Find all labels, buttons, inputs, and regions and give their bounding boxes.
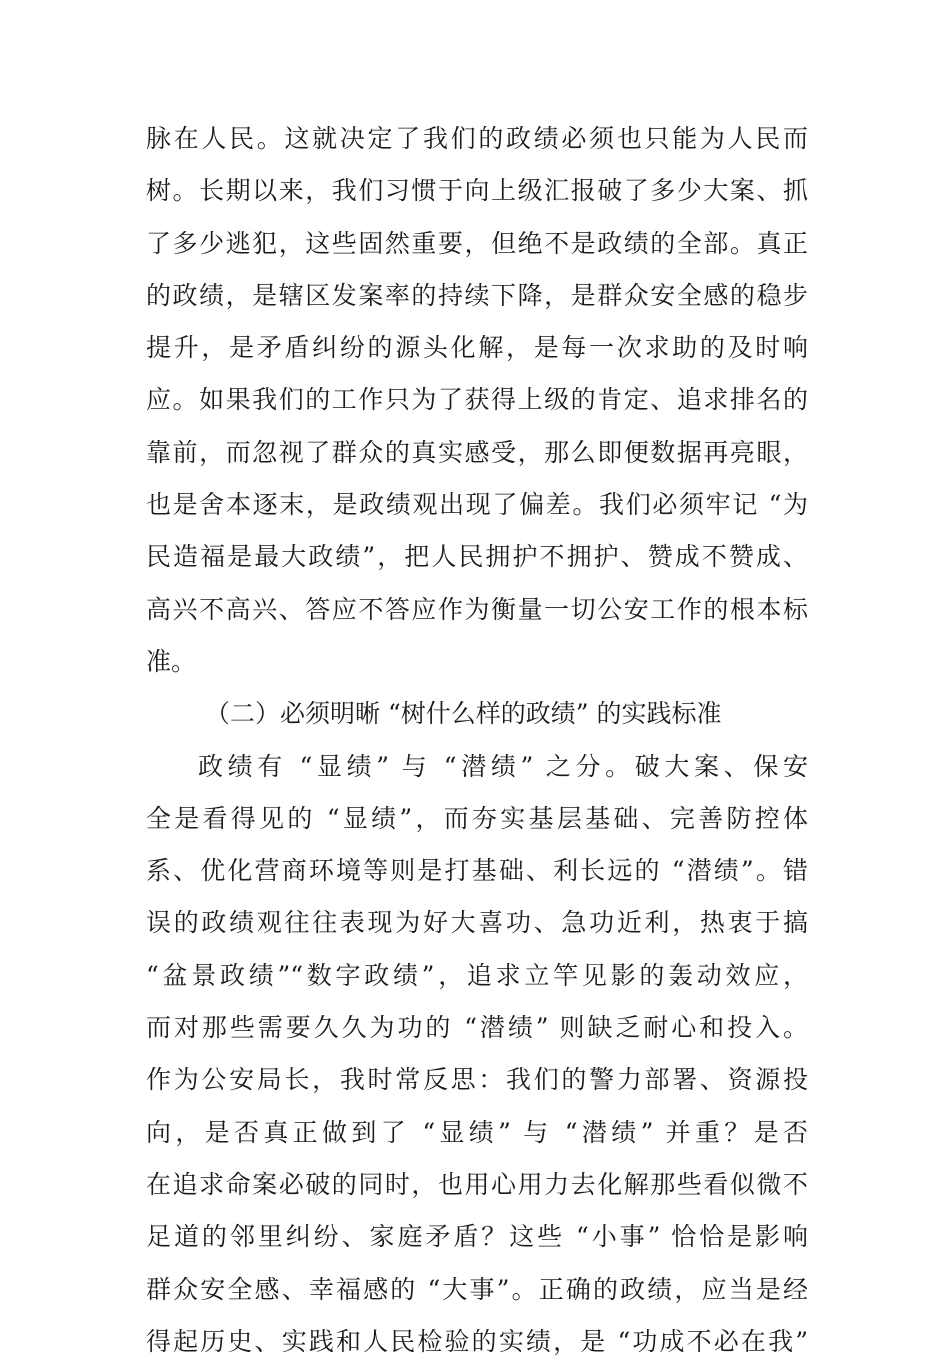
- text-line: 在追求命案必破的同时，也用心用力去化解那些看似微不: [146, 1169, 808, 1199]
- text-line: 政绩有 “显绩” 与 “潜绩” 之分。破大案、保安: [198, 751, 808, 781]
- text-line: 全是看得见的 “显绩”，而夯实基层基础、完善防控体: [146, 803, 808, 833]
- text-line: 了多少逃犯，这些固然重要，但绝不是政绩的全部。真正: [146, 228, 808, 258]
- text-line: 得起历史、实践和人民检验的实绩，是 “功成不必在我”: [146, 1326, 808, 1356]
- text-line: 作为公安局长，我时常反思：我们的警力部署、资源投: [146, 1065, 808, 1095]
- text-line: 树。长期以来，我们习惯于向上级汇报破了多少大案、抓: [146, 176, 808, 206]
- text-line: 准。: [146, 646, 197, 676]
- text-line: 也是舍本逐末，是政绩观出现了偏差。我们必须牢记 “为: [146, 490, 808, 520]
- text-line: 向，是否真正做到了 “显绩” 与 “潜绩” 并重？是否: [146, 1117, 808, 1147]
- text-line: 高兴不高兴、答应不答应作为衡量一切公安工作的根本标: [146, 594, 808, 624]
- text-line: 误的政绩观往往表现为好大喜功、急功近利，热衷于搞: [146, 908, 808, 938]
- section-heading: （二）必须明晰 “树什么样的政绩” 的实践标准: [205, 699, 722, 729]
- text-line: 民造福是最大政绩”，把人民拥护不拥护、赞成不赞成、: [146, 542, 808, 572]
- text-line: 而对那些需要久久为功的 “潜绩” 则缺乏耐心和投入。: [146, 1013, 808, 1043]
- text-line: 群众安全感、幸福感的 “大事”。正确的政绩，应当是经: [146, 1274, 808, 1304]
- text-line: 脉在人民。这就决定了我们的政绩必须也只能为人民而: [146, 124, 808, 153]
- text-line: “盆景政绩”“数字政绩”，追求立竿见影的轰动效应，: [146, 960, 808, 990]
- text-line: 的政绩，是辖区发案率的持续下降，是群众安全感的稳步: [146, 280, 808, 310]
- text-line: 足道的邻里纠纷、家庭矛盾？这些 “小事” 恰恰是影响: [146, 1222, 808, 1252]
- text-line: 靠前，而忽视了群众的真实感受，那么即便数据再亮眼，: [146, 437, 808, 467]
- text-line: 系、优化营商环境等则是打基础、利长远的 “潜绩”。错: [146, 856, 808, 886]
- text-line: 提升，是矛盾纠纷的源头化解，是每一次求助的及时响: [146, 333, 808, 363]
- body-text: [146, 113, 808, 1368]
- text-line: 应。如果我们的工作只为了获得上级的肯定、追求排名的: [146, 385, 808, 415]
